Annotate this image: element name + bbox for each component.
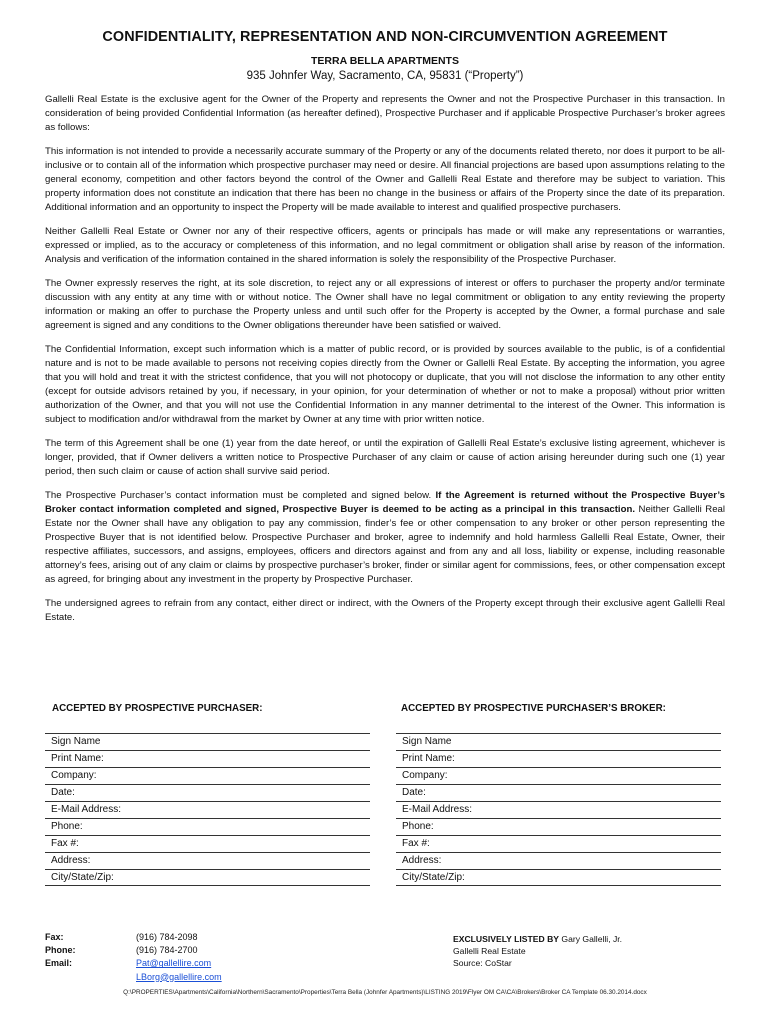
paragraph-1: Gallelli Real Estate is the exclusive agent for the Owner of the Property and represents the Owner and not the Prospective Purchaser in this transaction. In consideration of being provided Confidential Information (as hereafter defined), Prospective Purchaser and if applicable Prospective Purchaser’s broker agrees as follows: (45, 94, 725, 134)
agreement-body (45, 93, 725, 625)
purchaser-sign-name-field[interactable]: Sign Name (45, 733, 370, 750)
contact-values (136, 931, 222, 984)
listed-by-label: EXCLUSIVELY LISTED BY (453, 934, 560, 944)
property-name: TERRA BELLA APARTMENTS (311, 55, 459, 67)
broker-fax-field[interactable]: Fax #: (396, 835, 721, 852)
purchaser-print-name-field[interactable]: Print Name: (45, 750, 370, 767)
purchaser-fax-field[interactable]: Fax #: (45, 835, 370, 852)
email-link-pat[interactable]: Pat@gallellire.com (136, 958, 212, 969)
listing-agent: Gary Gallelli, Jr. (559, 934, 623, 944)
file-path-footer: Q:\PROPERTIES\Apartments\California\Northern\Sacramento\Properties\Terra Bella (Johnfer Apartments)\LISTING 2019\Flyer OM CA\CA\Brokers\Broker CA Template 06.30.2014.docx (123, 989, 647, 996)
purchaser-address-field[interactable]: Address: (45, 852, 370, 869)
paragraph-3: Neither Gallelli Real Estate or Owner nor any of their respective officers, agents or principals has made or will make any representations or warranties, expressed or implied, as to the accuracy or completeness of this information, and no legal commitment or obligation shall arise by reason of the information. Analysis and verification of the information contained in the shared information is solely the responsibility of the Prospective Purchaser. (45, 225, 725, 266)
listing-info (453, 933, 622, 970)
listing-source: Source: CoStar (453, 958, 512, 969)
document-title: CONFIDENTIALITY, REPRESENTATION AND NON-CIRCUMVENTION AGREEMENT (102, 29, 668, 45)
listed-by-line (453, 933, 622, 945)
paragraph-2: This information is not intended to provide a necessarily accurate summary of the Property or any of the documents related thereto, nor does it purport to be all-inclusive or to contain all of the information which prospective purchaser may need or desire. All financial projections are based upon assumptions relating to the general economy, competition and other factors beyond the control of the Owner and Gallelli Real Estate and therefore may be subject to variation. This property information does not constitute an indication that there has been no change in the business or affairs of the Property since the date of its preparation. Additional information and an opportunity to inspect the Property will be made available to interest and qualified prospective purchasers. (45, 145, 725, 214)
broker-date-field[interactable]: Date: (396, 784, 721, 801)
fax-label: Fax: (45, 932, 64, 942)
broker-print-name-field[interactable]: Print Name: (396, 750, 721, 767)
contact-labels (45, 931, 76, 971)
paragraph-7-part1: The Prospective Purchaser’s contact information must be completed and signed below. (45, 489, 436, 501)
email-label: Email: (45, 958, 73, 969)
fax-number: (916) 784-2098 (136, 932, 198, 942)
broker-company-field[interactable]: Company: (396, 767, 721, 784)
broker-address-field[interactable]: Address: (396, 852, 721, 869)
property-address: 935 Johnfer Way, Sacramento, CA, 95831 (“Property”) (246, 70, 524, 82)
broker-fields (396, 733, 721, 886)
listing-company: Gallelli Real Estate (453, 946, 526, 957)
accepted-by-purchaser-heading: ACCEPTED BY PROSPECTIVE PURCHASER: (52, 703, 263, 714)
purchaser-email-field[interactable]: E-Mail Address: (45, 801, 370, 818)
paragraph-7-part2: Neither Gallelli Real Estate nor the Owner shall have any obligation to pay any commission, finder’s fee or other compensation to any broker or other person representing the Prospective Buyer that is not identified below. Prospective Purchaser and broker, agree to indemnify and hold harmless Gallelli Real Estate, Owner, their respective affiliates, successors, and assigns, employees, officers and directors against and from any and all loss, liability or expense, including reasonable attorney’s fees, arising out of any claim or claims by prospective purchaser’s broker, finder or similar agent for commissions, fees, or other compensation except as agreed, for bringing about any investment in the property by Prospective Purchaser. (45, 503, 725, 586)
purchaser-city-state-zip-field[interactable]: City/State/Zip: (45, 869, 370, 886)
purchaser-fields (45, 733, 370, 886)
phone-label: Phone: (45, 945, 76, 956)
broker-sign-name-field[interactable]: Sign Name (396, 733, 721, 750)
broker-phone-field[interactable]: Phone: (396, 818, 721, 835)
purchaser-company-field[interactable]: Company: (45, 767, 370, 784)
purchaser-date-field[interactable]: Date: (45, 784, 370, 801)
paragraph-7 (45, 489, 725, 588)
email-link-lborg[interactable]: LBorg@gallellire.com (136, 971, 222, 982)
paragraph-5: The Confidential Information, except such information which is a matter of public record, or is provided by sources available to the public, is of a confidential nature and is not to be made available to persons not receiving copies directly from the Owner or Gallelli Real Estate. By accepting the information, you agree that you will hold and treat it with the strictest confidence, that you will not photocopy or duplicate, that you will not disclose the information to any other entity (except for outside advisors retained by you, if necessary, in your opinion, for your determination of whether or not to make a proposal) without prior written authorization of the Owner, and that you will not use the Confidential Information in any manner detrimental to the interest of the Owner. This information is subject to modification and/or withdrawal from the market by Owner at any time with prior written notice. (45, 343, 725, 426)
broker-city-state-zip-field[interactable]: City/State/Zip: (396, 869, 721, 886)
paragraph-8: The undersigned agrees to refrain from any contact, either direct or indirect, with the Owners of the Property except through their exclusive agent Gallelli Real Estate. (45, 598, 725, 624)
paragraph-7-bold: If the Agreement is returned without the Prospective Buyer’s Broker contact information completed and signed, Prospective Buyer is deemed to be acting as a principal in this transaction. (45, 489, 726, 515)
phone-number: (916) 784-2700 (136, 945, 198, 956)
paragraph-4: The Owner expressly reserves the right, at its sole discretion, to reject any or all expressions of interest or offers to purchaser the property and/or terminate discussion with any entity at any time with or without notice. The Owner shall have no legal commitment or obligation to any entity reviewing the property information or making an offer to purchase the Property unless and until such offer for the Property is accepted by the Owner, a formal purchase and sale agreement is signed and any conditions to the Owner obligations thereunder have been satisfied or waived. (45, 277, 725, 332)
purchaser-phone-field[interactable]: Phone: (45, 818, 370, 835)
broker-email-field[interactable]: E-Mail Address: (396, 801, 721, 818)
accepted-by-broker-heading: ACCEPTED BY PROSPECTIVE PURCHASER’S BROKER: (401, 703, 666, 714)
paragraph-6: The term of this Agreement shall be one (1) year from the date hereof, or until the expiration of Gallelli Real Estate’s exclusive listing agreement, whichever is longer, provided, that if Owner delivers a written notice to Prospective Purchaser of any claim or cause of action arising hereunder during such one (1) year period, then such claim or cause of action shall survive said period. (45, 437, 725, 478)
